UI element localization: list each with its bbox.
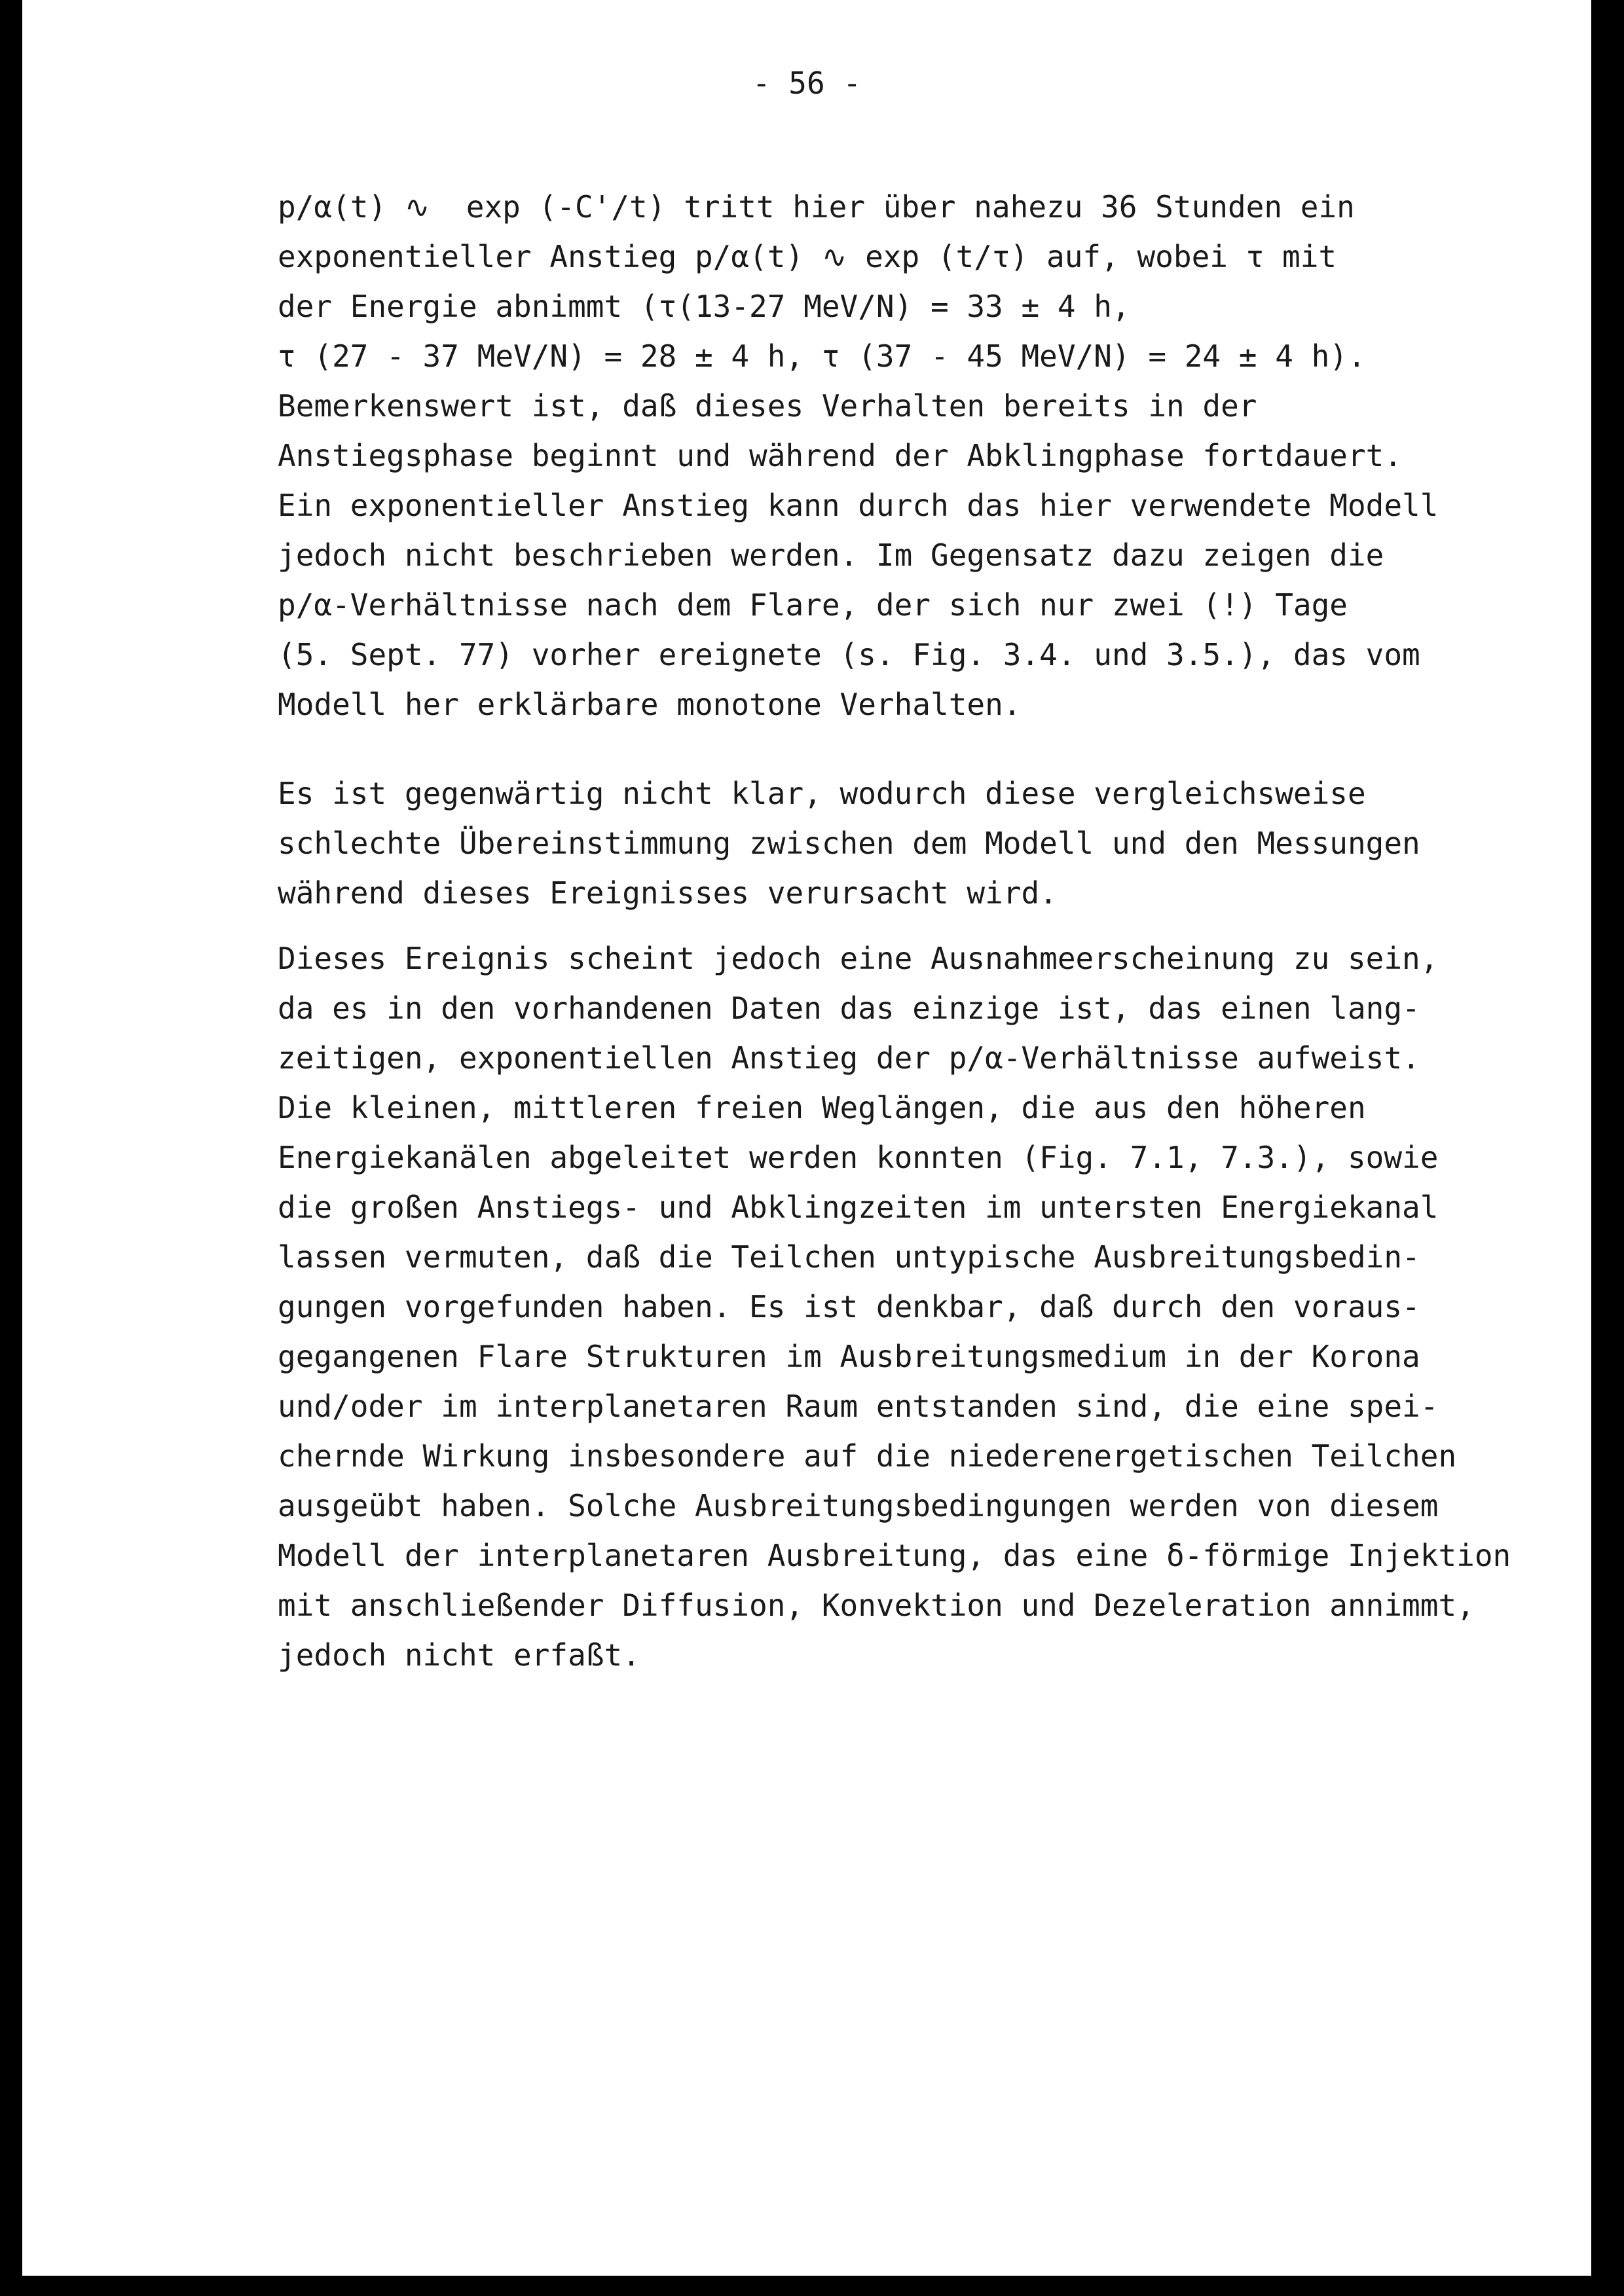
text-line: Modell her erklärbare monotone Verhalten. [278,687,1022,722]
text-line: τ (27 - 37 MeV/N) = 28 ± 4 h, τ (37 - 45 MeV/N) = 24 ± 4 h). [278,338,1366,374]
text-line: der Energie abnimmt (τ(13-27 MeV/N) = 33 ± 4 h, [278,289,1130,324]
text-line: schlechte Übereinstimmung zwischen dem Modell und den Messungen [278,826,1420,861]
text-line: Energiekanälen abgeleitet werden konnten (Fig. 7.1, 7.3.), sowie [278,1140,1439,1175]
text-line: jedoch nicht beschrieben werden. Im Gegensatz dazu zeigen die [278,538,1384,573]
text-line: gungen vorgefunden haben. Es ist denkbar, daß durch den voraus- [278,1289,1420,1324]
text-line: die großen Anstiegs- und Abklingzeiten im untersten Energiekanal [278,1190,1439,1225]
text-line: (5. Sept. 77) vorher ereignete (s. Fig. 3.4. und 3.5.), das vom [278,637,1420,672]
text-line: zeitigen, exponentiellen Anstieg der p/α-Verhältnisse aufweist. [278,1040,1420,1076]
text-line: Bemerkenswert ist, daß dieses Verhalten bereits in der [278,388,1257,424]
text-line: da es in den vorhandenen Daten das einzige ist, das einen lang- [278,991,1420,1026]
text-line: Anstiegsphase beginnt und während der Abklingphase fortdauert. [278,438,1403,473]
text-line: Die kleinen, mittleren freien Weglängen, die aus den höheren [278,1090,1366,1125]
text-line: während dieses Ereignisses verursacht wird. [278,875,1058,911]
text-line: jedoch nicht erfaßt. [278,1637,640,1673]
text-line: chernde Wirkung insbesondere auf die niederenergetischen Teilchen [278,1438,1457,1474]
document-page [22,0,1591,2276]
text-line: mit anschließender Diffusion, Konvektion und Dezeleration annimmt, [278,1588,1475,1623]
text-line: gegangenen Flare Strukturen im Ausbreitungsmedium in der Korona [278,1339,1420,1374]
text-line: Es ist gegenwärtig nicht klar, wodurch diese vergleichsweise [278,776,1366,811]
text-line: Ein exponentieller Anstieg kann durch das hier verwendete Modell [278,488,1439,523]
text-line: exponentieller Anstieg p/α(t) ∿ exp (t/τ) auf, wobei τ mit [278,239,1337,274]
page-number: - 56 - [752,65,862,101]
text-line: p/α(t) ∿ exp (-C'/t) tritt hier über nahezu 36 Stunden ein [278,189,1355,225]
text-line: Modell der interplanetaren Ausbreitung, das eine δ-förmige Injektion [278,1538,1511,1573]
text-line: Dieses Ereignis scheint jedoch eine Ausnahmeerscheinung zu sein, [278,941,1439,976]
text-line: p/α-Verhältnisse nach dem Flare, der sich nur zwei (!) Tage [278,587,1348,623]
text-line: und/oder im interplanetaren Raum entstanden sind, die eine spei- [278,1389,1439,1424]
text-line: ausgeübt haben. Solche Ausbreitungsbedingungen werden von diesem [278,1488,1439,1523]
text-line: lassen vermuten, daß die Teilchen untypische Ausbreitungsbedin- [278,1239,1420,1275]
